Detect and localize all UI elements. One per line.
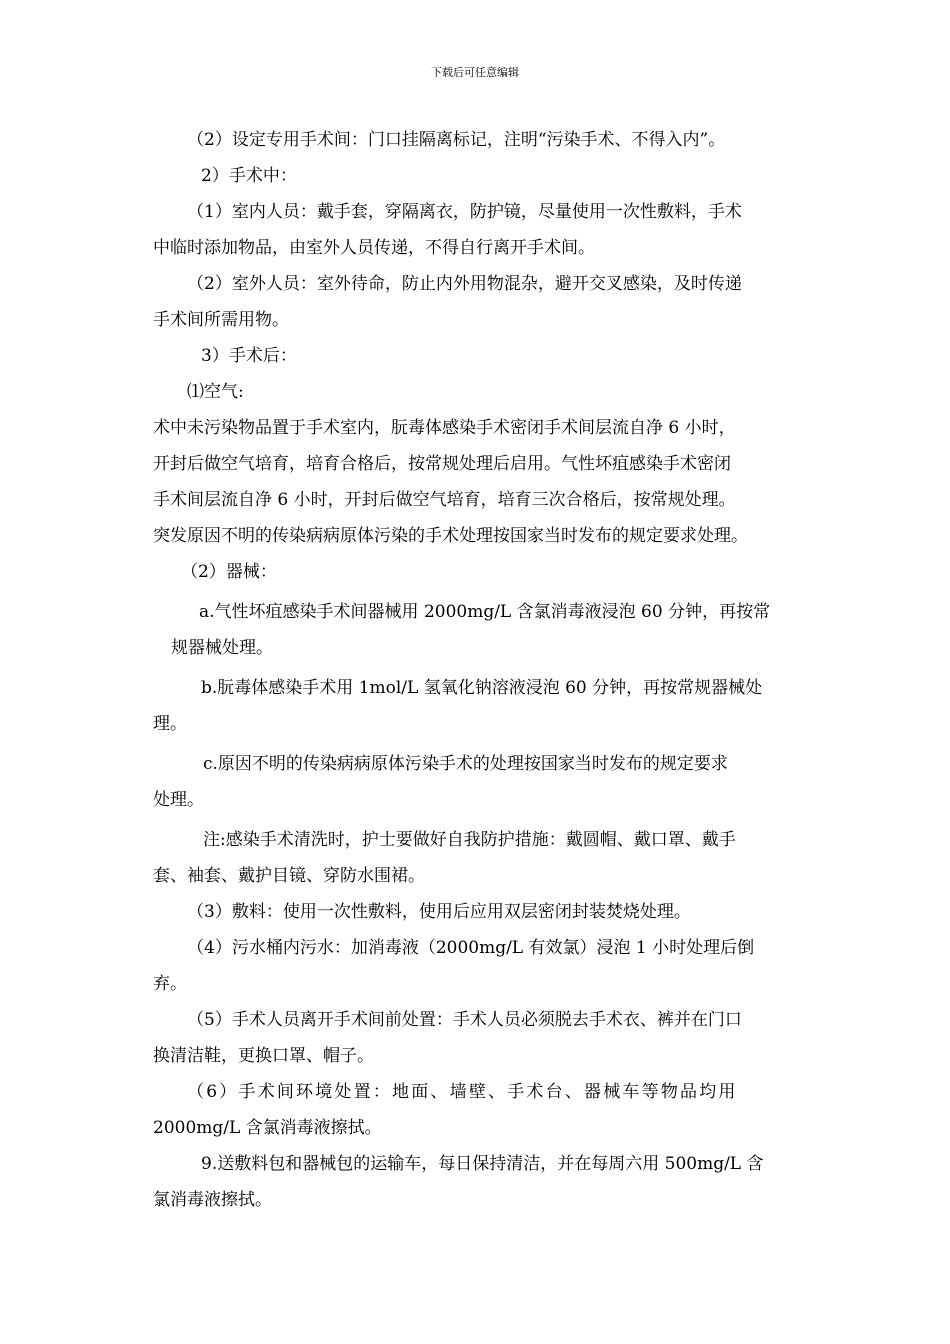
- paragraph-line: 中临时添加物品，由室外人员传递，不得自行离开手术间。: [153, 238, 595, 258]
- paragraph-line: （4）污水桶内污水：加消毒液（2000mg/L 有效氯）浸泡 1 小时处理后倒: [187, 938, 755, 958]
- paragraph-line: 处理。: [153, 790, 204, 810]
- paragraph-line: 手术间所需用物。: [153, 310, 289, 330]
- paragraph-line: （2）设定专用手术间：门口挂隔离标记，注明“污染手术、不得入内”。: [187, 130, 726, 150]
- paragraph-line: （6）手术间环境处置：地面、墙壁、手术台、器械车等物品均用: [187, 1082, 738, 1102]
- paragraph-line: b.朊毒体感染手术用 1mol/L 氢氧化钠溶液浸泡 60 分钟，再按常规器械处: [201, 678, 763, 698]
- paragraph-line: a.气性坏疽感染手术间器械用 2000mg/L 含氯消毒液浸泡 60 分钟，再按常: [199, 602, 771, 622]
- paragraph-line: （2）室外人员：室外待命，防止内外用物混杂，避开交叉感染，及时传递: [187, 274, 742, 294]
- paragraph-line: 突发原因不明的传染病病原体污染的手术处理按国家当时发布的规定要求处理。: [153, 526, 748, 546]
- paragraph-line: 术中未污染物品置于手术室内，朊毒体感染手术密闭手术间层流自净 6 小时，: [153, 418, 736, 438]
- paragraph-line: 手术间层流自净 6 小时，开封后做空气培育，培育三次合格后，按常规处理。: [153, 490, 736, 510]
- paragraph-line: 规器械处理。: [171, 638, 273, 658]
- paragraph-line: 9.送敷料包和器械包的运输车，每日保持清洁，并在每周六用 500mg/L 含: [201, 1154, 764, 1174]
- paragraph-line: 开封后做空气培育，培育合格后，按常规处理后启用。气性坏疽感染手术密闭: [153, 454, 731, 474]
- note-line: 套、袖套、戴护目镜、穿防水围裙。: [153, 866, 425, 886]
- paragraph-line: （1）室内人员：戴手套，穿隔离衣，防护镜，尽量使用一次性敷料，手术: [187, 202, 742, 222]
- paragraph-line: c.原因不明的传染病病原体污染手术的处理按国家当时发布的规定要求: [203, 754, 728, 774]
- section-heading-after: 3）手术后：: [201, 346, 297, 366]
- paragraph-line: 理。: [153, 714, 187, 734]
- paragraph-line: 2000mg/L 含氯消毒液擦拭。: [153, 1118, 382, 1138]
- subsection-air: ⑴空气:: [187, 382, 244, 402]
- page-header: 下载后可任意编辑: [431, 66, 519, 79]
- paragraph-line: （3）敷料：使用一次性敷料，使用后应用双层密闭封装焚烧处理。: [187, 902, 691, 922]
- paragraph-line: 氯消毒液擦拭。: [153, 1190, 272, 1210]
- subsection-instruments: （2）器械：: [181, 562, 277, 582]
- paragraph-line: 弃。: [153, 974, 187, 994]
- section-heading-during: 2）手术中：: [201, 166, 297, 186]
- document-body: [153, 122, 817, 1218]
- paragraph-line: 换清洁鞋，更换口罩、帽子。: [153, 1046, 374, 1066]
- paragraph-line: （5）手术人员离开手术间前处置：手术人员必须脱去手术衣、裤并在门口: [187, 1010, 742, 1030]
- note-line: 注:感染手术清洗时，护士要做好自我防护措施：戴圆帽、戴口罩、戴手: [203, 830, 736, 850]
